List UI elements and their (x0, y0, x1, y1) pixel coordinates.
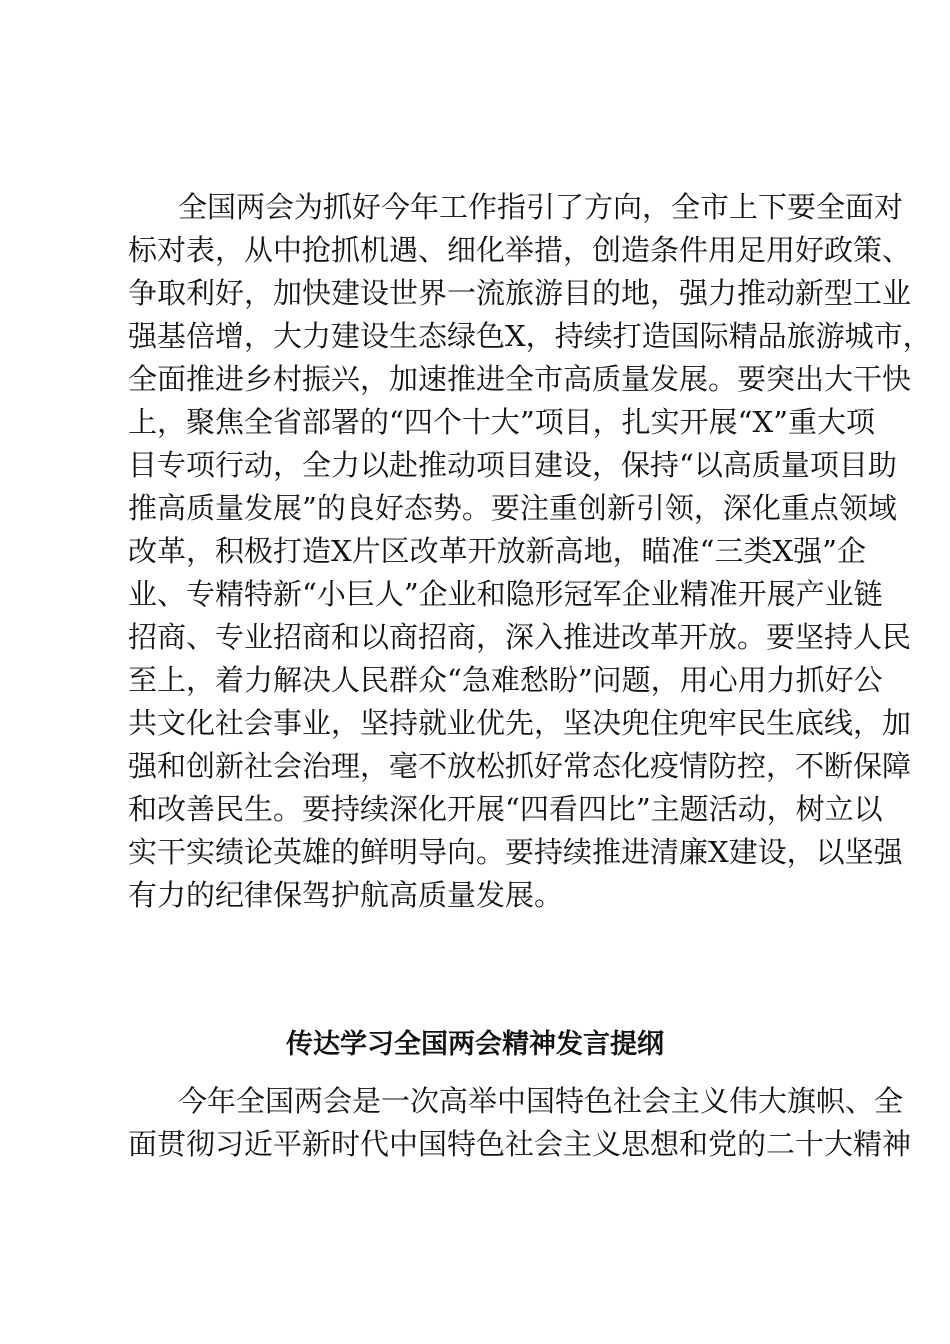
text-line: 上，聚焦全省部署的“四个十大”项目，扎实开展“X”重大项 (128, 405, 875, 439)
text-line: 面贯彻习近平新时代中国特色社会主义思想和党的二十大精神 (128, 1127, 912, 1161)
text-line: 强和创新社会治理，毫不放松抓好常态化疫情防控，不断保障 (128, 749, 912, 783)
text-line: 强基倍增，大力建设生态绿色X，持续打造国际精品旅游城市， (128, 319, 932, 353)
section-heading: 传达学习全国两会精神发言提纲 (286, 1029, 664, 1060)
text-line: 今年全国两会是一次高举中国特色社会主义伟大旗帜、全 (178, 1084, 904, 1118)
text-line: 全国两会为抓好今年工作指引了方向，全市上下要全面对 (178, 190, 904, 224)
text-line: 业、专精特新“小巨人”企业和隐形冠军企业精准开展产业链 (128, 577, 883, 611)
text-line: 招商、专业招商和以商招商，深入推进改革开放。要坚持人民 (128, 620, 912, 654)
text-line: 改革，积极打造X片区改革开放新高地，瞄准“三类X强”企 (128, 534, 866, 568)
text-line: 推高质量发展”的良好态势。要注重创新引领，深化重点领域 (128, 491, 897, 525)
text-line: 实干实绩论英雄的鲜明导向。要持续推进清廉X建设，以坚强 (128, 835, 903, 869)
text-line: 和改善民生。要持续深化开展“四看四比”主题活动，树立以 (128, 792, 883, 826)
text-line: 共文化社会事业，坚持就业优先，坚决兜住兜牢民生底线，加 (128, 706, 912, 740)
text-line: 有力的纪律保驾护航高质量发展。 (128, 878, 564, 912)
text-line: 标对表，从中抢抓机遇、细化举措，创造条件用足用好政策、 (128, 233, 912, 267)
text-line: 至上，着力解决人民群众“急难愁盼”问题，用心用力抓好公 (128, 663, 883, 697)
text-line: 全面推进乡村振兴，加速推进全市高质量发展。要突出大干快 (128, 362, 912, 396)
text-line: 争取利好，加快建设世界一流旅游目的地，强力推动新型工业 (128, 276, 912, 310)
text-line: 目专项行动，全力以赴推动项目建设，保持“以高质量项目助 (128, 448, 897, 482)
